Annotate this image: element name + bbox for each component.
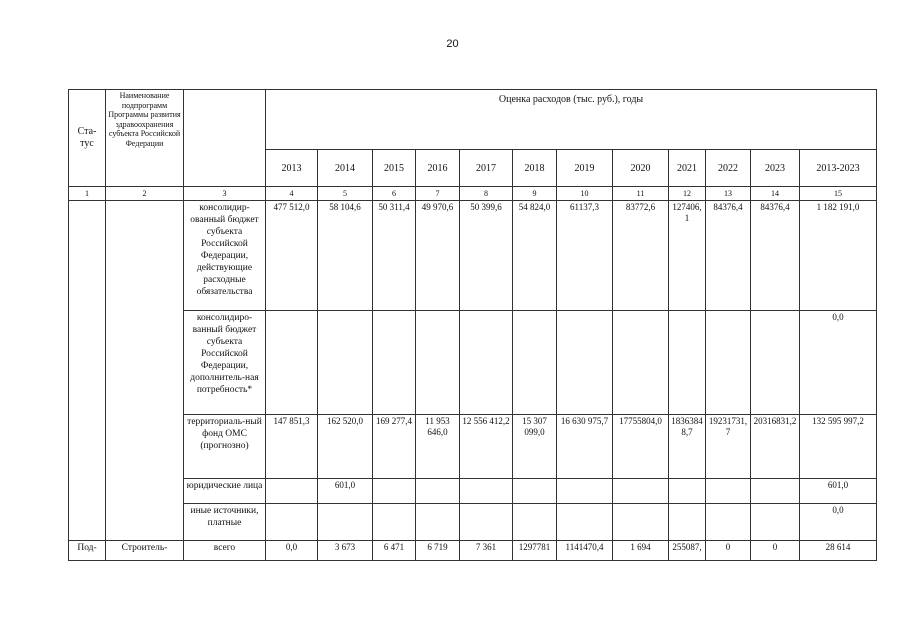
value-cell bbox=[706, 504, 751, 541]
year-header: 2020 bbox=[613, 150, 669, 187]
year-header: 2015 bbox=[373, 150, 416, 187]
value-cell: 6 719 bbox=[416, 541, 460, 561]
value-cell bbox=[557, 311, 613, 415]
header-source-blank bbox=[184, 90, 266, 187]
funding-source: территориаль-ный фонд ОМС (прогнозно) bbox=[184, 415, 266, 479]
year-header: 2017 bbox=[460, 150, 513, 187]
value-cell bbox=[373, 311, 416, 415]
value-cell bbox=[557, 479, 613, 504]
value-cell: 1 694 bbox=[613, 541, 669, 561]
value-cell bbox=[416, 311, 460, 415]
value-cell bbox=[513, 504, 557, 541]
value-cell: 17755804,0 bbox=[613, 415, 669, 479]
value-cell: 169 277,4 bbox=[373, 415, 416, 479]
value-cell-total: 28 614 bbox=[800, 541, 877, 561]
value-cell: 50 311,4 bbox=[373, 201, 416, 311]
column-number: 3 bbox=[184, 187, 266, 201]
value-cell bbox=[513, 311, 557, 415]
value-cell bbox=[669, 479, 706, 504]
year-header: 2023 bbox=[751, 150, 800, 187]
value-cell-total: 1 182 191,0 bbox=[800, 201, 877, 311]
table-row bbox=[69, 415, 877, 479]
subprogram-row bbox=[69, 541, 877, 561]
value-cell bbox=[318, 504, 373, 541]
value-cell: 84376,4 bbox=[751, 201, 800, 311]
funding-source: юридические лица bbox=[184, 479, 266, 504]
year-header: 2014 bbox=[318, 150, 373, 187]
value-cell bbox=[513, 479, 557, 504]
value-cell: 0 bbox=[751, 541, 800, 561]
value-cell: 20316831,2 bbox=[751, 415, 800, 479]
value-cell: 61137,3 bbox=[557, 201, 613, 311]
value-cell-total: 601,0 bbox=[800, 479, 877, 504]
value-cell: 19231731,7 bbox=[706, 415, 751, 479]
page-number: 20 bbox=[446, 38, 459, 50]
value-cell bbox=[460, 479, 513, 504]
expenditure-table bbox=[68, 89, 877, 561]
value-cell-total: 132 595 997,2 bbox=[800, 415, 877, 479]
value-cell: 58 104,6 bbox=[318, 201, 373, 311]
value-cell bbox=[706, 311, 751, 415]
subprogram-status: Под- bbox=[69, 541, 106, 561]
value-cell: 255087, bbox=[669, 541, 706, 561]
value-cell-total: 0,0 bbox=[800, 311, 877, 415]
subprogram-name-cell bbox=[106, 201, 184, 541]
column-number: 4 bbox=[266, 187, 318, 201]
column-number: 9 bbox=[513, 187, 557, 201]
column-number: 10 bbox=[557, 187, 613, 201]
year-header-total: 2013-2023 bbox=[800, 150, 877, 187]
value-cell: 477 512,0 bbox=[266, 201, 318, 311]
funding-source: всего bbox=[184, 541, 266, 561]
table-row bbox=[69, 504, 877, 541]
value-cell bbox=[416, 479, 460, 504]
table-row bbox=[69, 479, 877, 504]
value-cell bbox=[266, 479, 318, 504]
table-row bbox=[69, 311, 877, 415]
column-number: 8 bbox=[460, 187, 513, 201]
value-cell: 11 953 646,0 bbox=[416, 415, 460, 479]
year-header: 2021 bbox=[669, 150, 706, 187]
year-header: 2019 bbox=[557, 150, 613, 187]
value-cell bbox=[266, 311, 318, 415]
value-cell bbox=[373, 479, 416, 504]
column-number: 2 bbox=[106, 187, 184, 201]
year-header: 2022 bbox=[706, 150, 751, 187]
value-cell bbox=[557, 504, 613, 541]
funding-source: консолидиро-ванный бюджет субъекта Российской Федерации, дополнитель-ная потребность* bbox=[184, 311, 266, 415]
value-cell bbox=[613, 311, 669, 415]
value-cell bbox=[613, 479, 669, 504]
value-cell bbox=[460, 504, 513, 541]
value-cell: 54 824,0 bbox=[513, 201, 557, 311]
header-row bbox=[69, 90, 877, 150]
year-header: 2013 bbox=[266, 150, 318, 187]
column-numbers-row bbox=[69, 187, 877, 201]
year-header: 2016 bbox=[416, 150, 460, 187]
value-cell bbox=[751, 479, 800, 504]
value-cell: 162 520,0 bbox=[318, 415, 373, 479]
value-cell: 12 556 412,2 bbox=[460, 415, 513, 479]
value-cell-total: 0,0 bbox=[800, 504, 877, 541]
column-number: 12 bbox=[669, 187, 706, 201]
value-cell: 0 bbox=[706, 541, 751, 561]
value-cell: 1141470,4 bbox=[557, 541, 613, 561]
value-cell: 6 471 bbox=[373, 541, 416, 561]
column-number: 5 bbox=[318, 187, 373, 201]
value-cell bbox=[318, 311, 373, 415]
value-cell: 601,0 bbox=[318, 479, 373, 504]
value-cell bbox=[266, 504, 318, 541]
column-number: 1 bbox=[69, 187, 106, 201]
column-number: 7 bbox=[416, 187, 460, 201]
year-header: 2018 bbox=[513, 150, 557, 187]
table-row bbox=[69, 201, 877, 311]
value-cell bbox=[669, 311, 706, 415]
value-cell bbox=[706, 479, 751, 504]
header-estimate: Оценка расходов (тыс. руб.), годы bbox=[266, 90, 877, 150]
value-cell: 7 361 bbox=[460, 541, 513, 561]
value-cell: 50 399,6 bbox=[460, 201, 513, 311]
column-number: 15 bbox=[800, 187, 877, 201]
subprogram-name: Строитель- bbox=[106, 541, 184, 561]
value-cell bbox=[669, 504, 706, 541]
funding-source: консолидир-ованный бюджет субъекта Российской Федерации, действующие расходные обязательства bbox=[184, 201, 266, 311]
header-status: Ста- тус bbox=[69, 90, 106, 187]
column-number: 13 bbox=[706, 187, 751, 201]
value-cell bbox=[751, 311, 800, 415]
value-cell: 147 851,3 bbox=[266, 415, 318, 479]
value-cell bbox=[460, 311, 513, 415]
value-cell: 3 673 bbox=[318, 541, 373, 561]
column-number: 6 bbox=[373, 187, 416, 201]
value-cell: 83772,6 bbox=[613, 201, 669, 311]
value-cell: 1297781 bbox=[513, 541, 557, 561]
value-cell bbox=[416, 504, 460, 541]
value-cell: 84376,4 bbox=[706, 201, 751, 311]
value-cell: 49 970,6 bbox=[416, 201, 460, 311]
column-number: 11 bbox=[613, 187, 669, 201]
value-cell: 18363848,7 bbox=[669, 415, 706, 479]
value-cell bbox=[751, 504, 800, 541]
column-number: 14 bbox=[751, 187, 800, 201]
funding-source: иные источники, платные bbox=[184, 504, 266, 541]
value-cell: 127406,1 bbox=[669, 201, 706, 311]
value-cell bbox=[373, 504, 416, 541]
value-cell bbox=[613, 504, 669, 541]
header-subprogram-name: Наименование подпрограмм Программы развития здравоохранения субъекта Российской Федерации bbox=[106, 90, 184, 187]
status-cell bbox=[69, 201, 106, 541]
value-cell: 16 630 975,7 bbox=[557, 415, 613, 479]
value-cell: 0,0 bbox=[266, 541, 318, 561]
value-cell: 15 307 099,0 bbox=[513, 415, 557, 479]
